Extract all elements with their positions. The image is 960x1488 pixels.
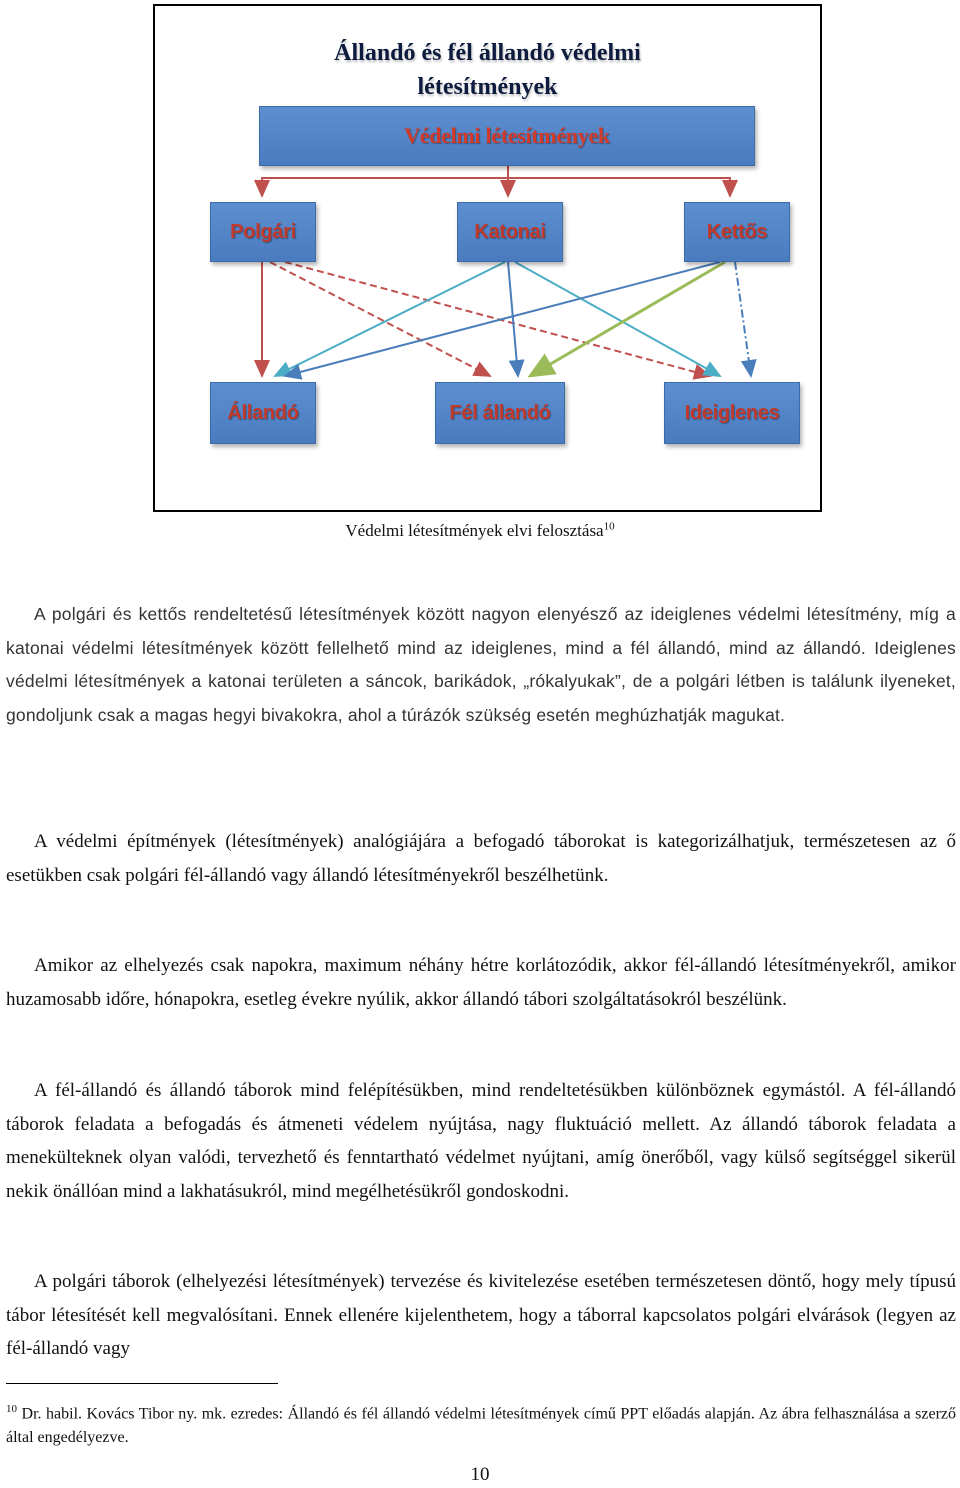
figure-caption-footnote-ref: 10 [603, 520, 615, 533]
category-box-polgari: Polgári [210, 202, 316, 262]
root-box: Védelmi létesítmények [259, 106, 755, 166]
connector-katonai-felallando [508, 262, 518, 376]
paragraph-4: A fél-állandó és állandó táborok mind felépítésükben, mind rendeltetésükben különböznek egymástól. A fél-állandó táborok feladata a befogadás és átmeneti védelem nyújtása, nagy fluktuáció mellett. Az állandó táborok feladata a menekülteknek olyan valódi, tervezhető és fenntartható védelmet nyújtani, amíg önerőből, vagy külső segítséggel sikerül nekik önállóan mind a lakhatásukról, mind megélhetésükről gondoskodni. [6, 1080, 956, 1202]
footnote-number: 10 [6, 1403, 17, 1415]
type-box-ideiglenes: Ideiglenes [664, 382, 800, 444]
figure-title-line2: létesítmények [417, 74, 558, 100]
connector-root-kettos [508, 166, 730, 196]
connector-katonai-ideiglenes [515, 262, 720, 376]
type-box-allando: Állandó [210, 382, 316, 444]
figure-title-line1: Állandó és fél állandó védelmi [334, 40, 641, 66]
connector-polgari-felallando [270, 262, 490, 376]
category-box-katonai: Katonai [457, 202, 563, 262]
connector-kettos-felallando [530, 262, 725, 376]
figure-frame [153, 4, 822, 512]
connector-kettos-ideiglenes [735, 262, 751, 376]
category-box-kettos: Kettős [684, 202, 790, 262]
footnote [6, 1397, 956, 1450]
footnote-separator [6, 1383, 278, 1384]
connector-katonai-allando [275, 262, 505, 376]
paragraph-5: A polgári táborok (elhelyezési létesítmények) tervezése és kivitelezése esetében természetesen döntő, hogy mely típusú tábor létesítését kell megvalósítani. Ennek ellenére kijelenthetem, hogy a táborral kapcsolatos polgári elvárások (legyen az fél-állandó vagy [6, 1271, 956, 1359]
paragraph-2: A védelmi építmények (létesítmények) analógiájára a befogadó táborokat is kategorizálhatjuk, természetesen az ő esetükben csak polgári fél-állandó vagy állandó létesítményekről beszélhetünk. [6, 831, 956, 886]
page-number: 10 [470, 1464, 490, 1485]
type-box-felallando: Fél állandó [435, 382, 565, 444]
figure-caption-text: Védelmi létesítmények elvi felosztása [345, 521, 604, 540]
footnote-text: Dr. habil. Kovács Tibor ny. mk. ezredes: Állandó és fél állandó védelmi létesítmények című PPT előadás alapján. Az ábra felhasználása a szerző által engedélyezve. [6, 1405, 957, 1447]
paragraph-1: A polgári és kettős rendeltetésű létesítmények között nagyon elenyésző az ideiglenes védelmi létesítmény, míg a katonai védelmi létesítmények között fellelhető mind az ideiglenes, mind a fél állandó, mind az állandó. Ideiglenes védelmi létesítmények a katonai területen a sáncok, barikádok, „rókalyukak”, de a polgári létben is találunk ilyeneket, gondoljunk csak a magas hegyi bivakokra, ahol a túrázók szükség esetén meghúzhatják magukat. [6, 604, 956, 725]
figure-caption [0, 519, 960, 543]
connector-root-polgari [262, 166, 508, 196]
paragraph-3: Amikor az elhelyezés csak napokra, maximum néhány hétre korlátozódik, akkor fél-állandó létesítményekről, amikor huzamosabb időre, hónapokra, esetleg évekre nyúlik, akkor állandó tábori szolgáltatásokról beszélünk. [6, 955, 956, 1010]
